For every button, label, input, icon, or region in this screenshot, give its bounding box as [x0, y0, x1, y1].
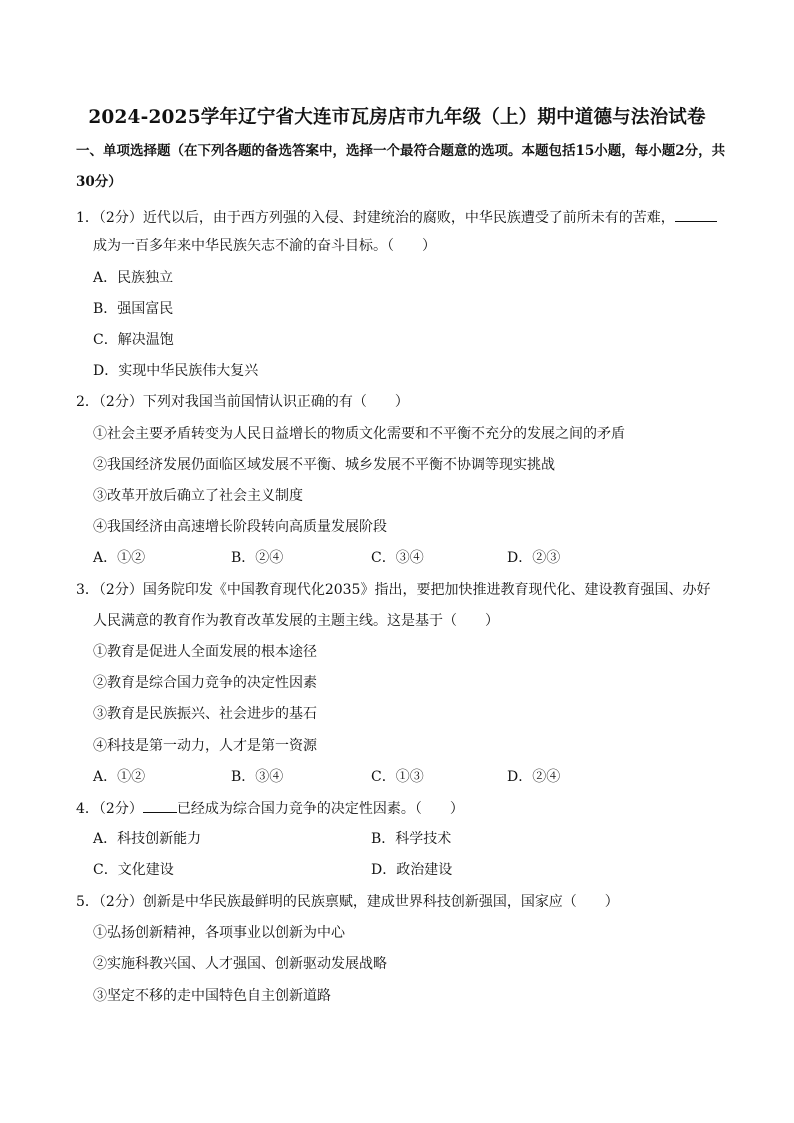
question-3-stem-cont: 人民满意的教育作为教育改革发展的主题主线。这是基于（ ）: [93, 613, 499, 629]
question-4-stem-text: 已经成为综合国力竞争的决定性因素。（ ）: [176, 801, 464, 817]
question-5-item-2: ②实施科教兴国、人才强国、创新驱动发展战略: [93, 956, 387, 972]
question-1-option-b: B．强国富民: [93, 301, 174, 317]
question-3-option-a: A．①②: [93, 769, 146, 785]
question-2-option-c: C．③④: [371, 550, 424, 566]
question-5-stem: 5．（2分）创新是中华民族最鲜明的民族禀赋，建成世界科技创新强国，国家应（ ）: [76, 894, 619, 910]
answer-blank: [143, 798, 177, 813]
question-4-number: 4．（2分）: [76, 801, 143, 817]
question-3-option-b: B．③④: [231, 769, 284, 785]
question-4-stem: [76, 798, 464, 819]
question-1-stem-cont: 成为一百多年来中华民族矢志不渝的奋斗目标。（ ）: [93, 238, 436, 254]
question-4-option-d: D．政治建设: [371, 862, 453, 878]
question-1-option-d: D．实现中华民族伟大复兴: [93, 363, 259, 379]
answer-blank: [675, 207, 717, 222]
question-3-item-1: ①教育是促进人全面发展的根本途径: [93, 644, 317, 660]
question-2-item-4: ④我国经济由高速增长阶段转向高质量发展阶段: [93, 519, 387, 535]
question-2-stem: 2．（2分）下列对我国当前国情认识正确的有（ ）: [76, 394, 409, 410]
question-2-item-3: ③改革开放后确立了社会主义制度: [93, 488, 303, 504]
question-3-option-c: C．①③: [371, 769, 424, 785]
question-3-option-d: D．②④: [507, 769, 561, 785]
question-3-item-4: ④科技是第一动力，人才是第一资源: [93, 738, 317, 754]
question-4-option-c: C．文化建设: [93, 862, 174, 878]
question-5-item-1: ①弘扬创新精神，各项事业以创新为中心: [93, 925, 345, 941]
question-3-stem: 3．（2分）国务院印发《中国教育现代化2035》指出，要把加快推进教育现代化、建设教育强国、办好: [76, 582, 711, 598]
question-2-item-2: ②我国经济发展仍面临区域发展不平衡、城乡发展不平衡不协调等现实挑战: [93, 457, 555, 473]
question-3-item-3: ③教育是民族振兴、社会进步的基石: [93, 706, 317, 722]
question-2-item-1: ①社会主要矛盾转变为人民日益增长的物质文化需要和不平衡不充分的发展之间的矛盾: [93, 426, 625, 442]
question-3-item-2: ②教育是综合国力竞争的决定性因素: [93, 675, 317, 691]
question-1-stem: [76, 207, 717, 228]
question-4-option-b: B．科学技术: [371, 831, 452, 847]
question-5-item-3: ③坚定不移的走中国特色自主创新道路: [93, 988, 331, 1004]
question-2-option-a: A．①②: [93, 550, 146, 566]
question-4-option-a: A．科技创新能力: [93, 831, 202, 847]
exam-title: 2024-2025学年辽宁省大连市瓦房店市九年级（上）期中道德与法治试卷: [88, 107, 706, 128]
question-2-option-b: B．②④: [231, 550, 284, 566]
question-1-option-a: A．民族独立: [93, 270, 174, 286]
section-heading: 一、单项选择题（在下列各题的备选答案中，选择一个最符合题意的选项。本题包括15小题，每小题2分，共30分）: [76, 143, 726, 190]
question-2-option-d: D．②③: [507, 550, 561, 566]
question-1-stem-text: 1．（2分）近代以后，由于西方列强的入侵、封建统治的腐败，中华民族遭受了前所未有的苦难，: [76, 210, 675, 226]
question-1-option-c: C．解决温饱: [93, 332, 174, 348]
